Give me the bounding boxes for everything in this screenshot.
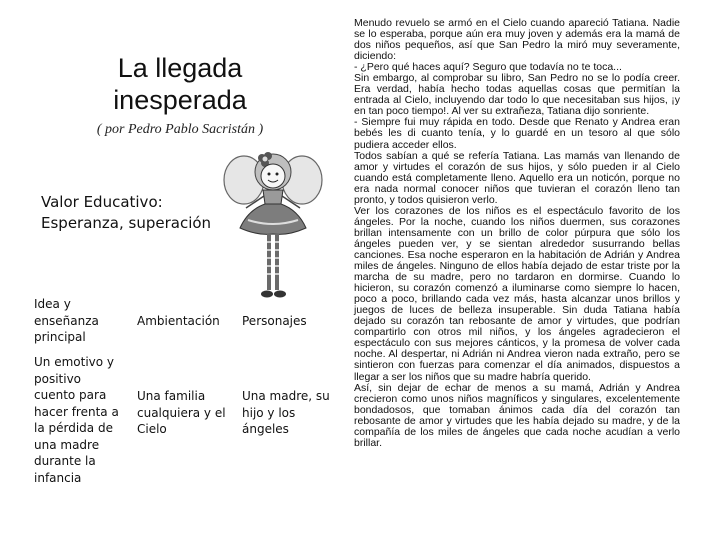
story-paragraph: Todos sabían a qué se refería Tatiana. Las mamás van llenando de amor y virtudes el corazón de sus hijos, y sólo pueden ir al Cielo cuando está completamente lleno. Aquello era un noticón, porque no era nada normal conocer niños que tuvieran el corazón lleno tan pronto, y todos quisieron verlo.: [354, 149, 680, 206]
cell-setting: Una familia cualquiera y el Cielo: [137, 389, 226, 436]
author-line: ( por Pedro Pablo Sacristán ): [96, 122, 264, 137]
educational-value: [41, 192, 241, 234]
story-paragraph: Así, sin dejar de echar de menos a su mamá, Adrián y Andrea crecieron como unos niños magníficos y singulares, excelentemente bondadosos, que tomaban ánimos cada día del corazón tan rebosante de amor y virtudes que les había dejado su madre, y de la compañía de los miles de ángeles que cada noche acudían a verlo brillar.: [354, 381, 680, 449]
educational-value-label: Valor Educativo:: [41, 193, 163, 211]
page-title: La llegada inesperada: [113, 53, 247, 115]
story-paragraph: - ¿Pero qué haces aquí? Seguro que todavía no te toca...: [354, 61, 622, 74]
story-paragraph: - Siempre fui muy rápida en todo. Desde que Renato y Andrea eran bebés les di cuanto tenía, y lo guardé en un tesoro al que sólo pudiera acceder ellos.: [354, 116, 680, 151]
header-main-idea: Idea y enseñanza principal: [34, 297, 99, 344]
header-setting: Ambientación: [137, 314, 220, 328]
cell-characters: Una madre, su hijo y los ángeles: [242, 389, 330, 436]
story-paragraph: Menudo revuelo se armó en el Cielo cuando apareció Tatiana. Nadie se lo esperaba, porque aún era muy joven y además era la mamá de dos niños pequeños, así que San Pedro la miró muy severamente, diciendo:: [354, 17, 680, 63]
story-paragraph: Ver los corazones de los niños es el espectáculo favorito de los ángeles. Por la noche, cuando los niños duermen, sus corazones brillan intensamente con un brillo de color púrpura que sólo los ángeles pueden ver, y se sientan alrededor susurrando bellas canciones. Esa noche esperaron en la habitación de Adrián y Andrea miles de ángeles. Ninguno de ellos había dejado de estar triste por la marcha de su madre, pero no tardaron en dormirse. Cuando lo hicieron, su corazón comenzó a iluminarse como siempre lo hacen, poco a poco, brillando cada vez más, hasta alcanzar unos brillos y juegos de luces de belleza insuperable. Sin duda Tatiana había dejado su corazón tan rebosante de amor y virtudes, que podrían compartirlo con otros mil niños, y los ángeles agradecieron el espectáculo con sus mejores cánticos, y la promesa de volver cada noche. Al despertar, ni Adrián ni Andrea vieron nada extraño, pero se sintieron con fuerzas para comenzar el día animados, dispuestos a llegar a ser los niños que su madre habría querido.: [354, 204, 680, 383]
story-text: [354, 18, 680, 449]
educational-value-text: Esperanza, superación: [41, 214, 212, 232]
header-characters: Personajes: [242, 314, 307, 328]
cell-main-idea: Un emotivo y positivo cuento para hacer frenta a la pérdida de una madre durante la infancia: [34, 355, 119, 485]
story-paragraph: Sin embargo, al comprobar su libro, San Pedro no se lo podía creer. Era verdad, había hecho todas aquellas cosas que permitían la entrada al Cielo, incluyendo dar todo lo que necesitaban sus hijos, ¡y en tan poco tiempo!. Al ver su extrañeza, Tatiana dijo sonriente.: [354, 72, 680, 118]
